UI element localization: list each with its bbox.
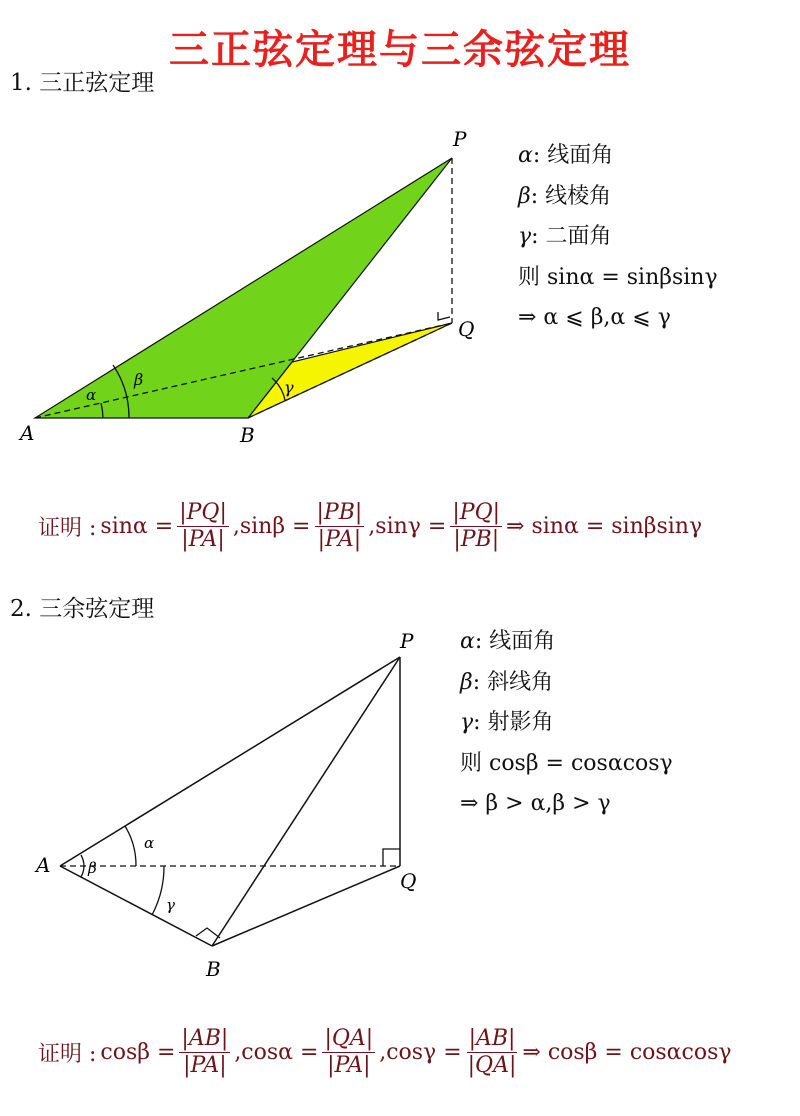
note-gamma: γ: 二面角 (518, 224, 612, 249)
right-angle-mark-q (383, 849, 400, 866)
proof-seg3: ,sinγ = (368, 514, 447, 539)
section1-heading: 1. 三正弦定理 (10, 70, 155, 96)
section2-notes (460, 622, 673, 825)
line-ap (60, 657, 400, 866)
fraction-1: $\frac{|AB|}{|PA|}$ (181, 1026, 229, 1078)
proof-lead: 证明 : (38, 1042, 97, 1067)
note-beta: β: 斜线角 (460, 669, 554, 695)
label-gamma: γ (166, 896, 175, 914)
arc-gamma (152, 866, 164, 915)
three-cosine-diagram (0, 620, 800, 990)
proof-lead: 证明 : (38, 516, 97, 541)
right-angle-mark-b (196, 928, 220, 938)
green-plane (35, 158, 452, 418)
note-alpha: α: 线面角 (518, 143, 614, 168)
fraction-2: $\frac{|QA|}{|PA|}$ (324, 1026, 374, 1078)
label-B: B (206, 957, 221, 981)
label-alpha: α (144, 834, 155, 852)
fraction-3: $\frac{|PQ|}{|PB|}$ (452, 500, 501, 552)
right-angle-mark-q (438, 312, 450, 320)
label-alpha: α (86, 386, 97, 404)
label-A: A (36, 853, 51, 877)
section2-heading: 2. 三余弦定理 (10, 596, 155, 622)
section1-notes (518, 136, 718, 339)
note-alpha: α: 线面角 (460, 629, 556, 654)
label-beta: β (88, 859, 97, 877)
note-conclusion: ⇒ α ⩽ β,α ⩽ γ (518, 305, 671, 330)
proof-seg4: ⇒ sinα = sinβsinγ (506, 514, 703, 539)
note-formula: 则 cosβ = cosαcosγ (460, 750, 673, 776)
note-formula: 则 sinα = sinβsinγ (518, 264, 718, 290)
section1-proof (38, 500, 702, 553)
label-P: P (453, 127, 467, 151)
line-ab (60, 866, 212, 946)
label-B: B (240, 423, 255, 447)
line-bp (212, 657, 400, 946)
proof-seg3: ,cosγ = (379, 1040, 462, 1065)
proof-seg2: ,sinβ = (232, 514, 311, 539)
label-A: A (20, 421, 35, 445)
fraction-3: $\frac{|AB|}{|QA|}$ (467, 1026, 517, 1078)
fraction-2: $\frac{|PB|}{|PA|}$ (316, 500, 363, 552)
label-P: P (400, 629, 414, 653)
label-gamma: γ (284, 378, 294, 397)
line-bq (212, 866, 400, 946)
proof-seg1: cosβ = (100, 1040, 176, 1065)
proof-seg4: ⇒ cosβ = cosαcosγ (522, 1040, 732, 1065)
label-beta: β (134, 370, 144, 389)
note-conclusion: ⇒ β > α,β > γ (460, 791, 611, 816)
note-gamma: γ: 射影角 (460, 710, 554, 735)
proof-seg1: sinα = (100, 514, 174, 539)
note-beta: β: 线棱角 (518, 183, 612, 209)
arc-alpha (125, 826, 136, 866)
label-Q: Q (400, 869, 417, 893)
label-Q: Q (458, 317, 475, 341)
fraction-1: $\frac{|PQ|}{|PA|}$ (179, 500, 227, 552)
proof-seg2: ,cosα = (234, 1040, 319, 1065)
section2-proof (38, 1026, 732, 1079)
page-title: 三正弦定理与三余弦定理 (169, 27, 631, 73)
